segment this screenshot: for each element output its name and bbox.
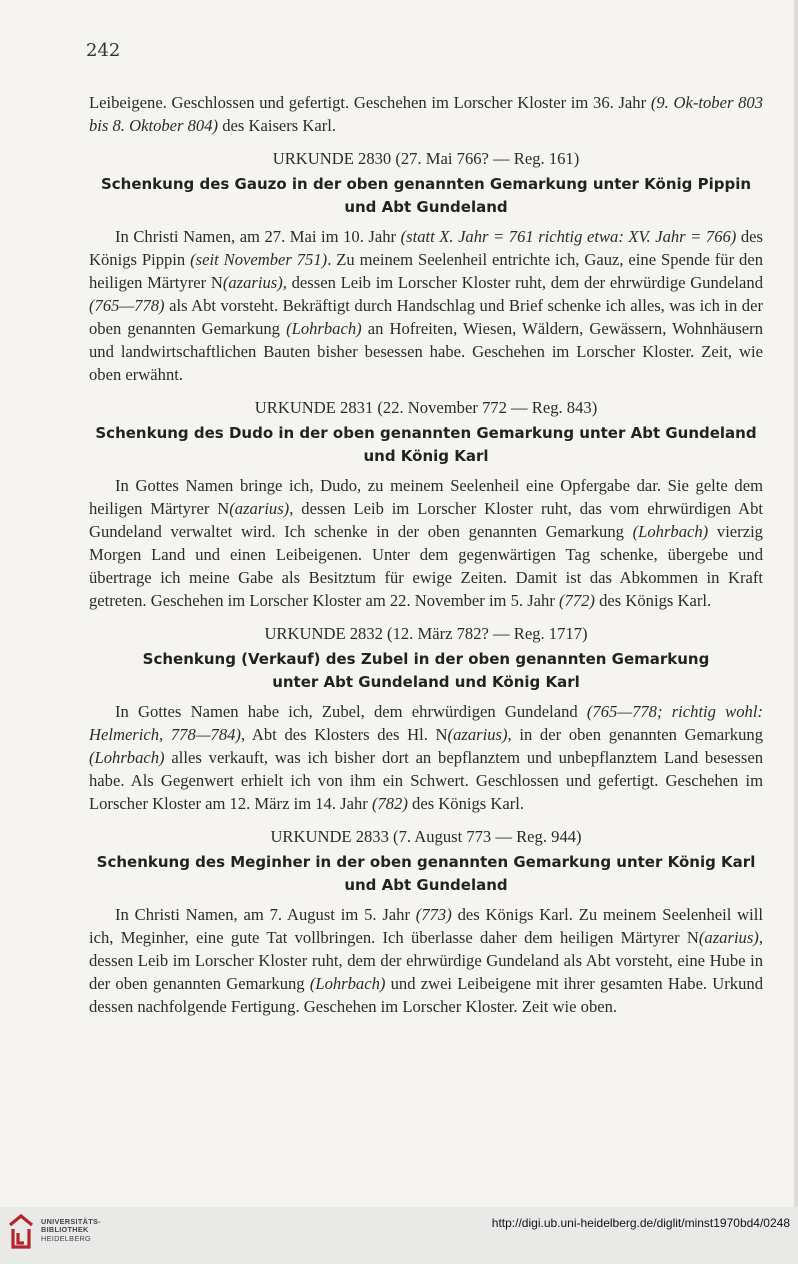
source-url-link[interactable]: http://digi.ub.uni-heidelberg.de/diglit/minst1970bd4/0248: [491, 1216, 790, 1230]
document-body: In Christi Namen, am 27. Mai im 10. Jahr (statt X. Jahr = 761 richtig etwa: XV. Jahr = 766) des Königs Pippin (seit November 751). Zu meinem Seelenheil entrichte ich, Gauz, eine Spende für den heiligen Märtyrer N(azarius), dessen Leib im Lorscher Kloster ruht, dem der ehrwürdige Gundeland (765—778) als Abt vorsteht. Bekräftigt durch Handschlag und Brief schenke ich alles, was ich in der oben genannten Gemarkung (Lohrbach) an Hofreiten, Wiesen, Wäldern, Gewässern, Wohnhäusern und landwirtschaftlichen Bauten bisher besessen habe. Geschehen im Lorscher Kloster. Zeit, wie oben erwähnt.: [89, 227, 764, 384]
document-body: In Christi Namen, am 7. August im 5. Jahr (773) des Königs Karl. Zu meinem Seelenheil will ich, Meginher, eine gute Tat vollbringen. Ich überlasse daher dem heiligen Märtyrer N(azarius), dessen Leib im Lorscher Kloster ruht, dem der ehrwürdige Gundeland als Abt vorsteht, eine Hube in der oben genannten Gemarkung (Lohrbach) und zwei Leibeigene mit ihrer gesamten Habe. Urkund dessen nachfolgende Fertigung. Geschehen im Lorscher Kloster. Zeit wie oben.: [89, 905, 763, 1016]
document-body: In Gottes Namen bringe ich, Dudo, zu meinem Seelenheil eine Opfergabe dar. Sie gelte dem heiligen Märtyrer N(azarius), dessen Leib im Lorscher Kloster ruht, das vom ehrwürdigen Abt Gundeland verwaltet wird. Ich schenke in der oben genannten Gemarkung (Lohrbach) vierzig Morgen Land und einen Leibeigenen. Unter dem gegenwärtigen Tag schenke, übergebe und übertrage ich meine Gabe als Besitztum für ewige Zeiten. Damit ist das Abkommen in Kraft getreten. Geschehen im Lorscher Kloster am 22. November im 5. Jahr (772) des Königs Karl.: [89, 476, 764, 610]
document-heading: URKUNDE 2831 (22. November 772 — Reg. 843): [254, 398, 598, 417]
page-number: 242: [86, 40, 121, 61]
document-heading: URKUNDE 2833 (7. August 773 — Reg. 944): [270, 827, 582, 846]
document-title: Schenkung des Gauzo in der oben genannten Gemarkung unter König Pippin und Abt Gundeland: [100, 175, 752, 216]
document-body: In Gottes Namen habe ich, Zubel, dem ehrwürdigen Gundeland (765—778; richtig wohl: Helmerich, 778—784), Abt des Klosters des Hl. N(azarius), in der oben genannten Gemarkung (Lohrbach) alles verkauft, was ich bisher dort an bepflanztem und unbepflanztem Land besessen habe. Als Gegenwert erhielt ich von ihm ein Schwert. Geschlossen und gefertigt. Geschehen im Lorscher Kloster am 12. März im 14. Jahr (782) des Königs Karl.: [89, 702, 763, 813]
page-edge-scrollbar[interactable]: [794, 0, 798, 1207]
document-title: Schenkung des Meginher in der oben genannten Gemarkung unter König Karl und Abt Gundeland: [96, 853, 756, 894]
text-block: [89, 91, 763, 1018]
library-name[interactable]: [41, 1218, 101, 1243]
university-library-logo-icon[interactable]: [6, 1213, 36, 1253]
library-name-line: HEIDELBERG: [41, 1233, 92, 1243]
document-heading: URKUNDE 2830 (27. Mai 766? — Reg. 161): [272, 149, 580, 168]
document-title: Schenkung des Dudo in der oben genannten Gemarkung unter Abt Gundeland und König Karl: [95, 424, 757, 465]
continuation-paragraph: Leibeigene. Geschlossen und gefertigt. Geschehen im Lorscher Kloster im 36. Jahr (9. Ok-tober 803 bis 8. Oktober 804) des Kaisers Karl.: [89, 93, 763, 135]
document-title: Schenkung (Verkauf) des Zubel in der oben genannten Gemarkung unter Abt Gundeland und König Karl: [142, 650, 710, 691]
library-name-line: BIBLIOTHEK: [41, 1225, 89, 1235]
library-name-line: UNIVERSITÄTS-: [41, 1217, 101, 1226]
document-heading: URKUNDE 2832 (12. März 782? — Reg. 1717): [264, 624, 588, 643]
